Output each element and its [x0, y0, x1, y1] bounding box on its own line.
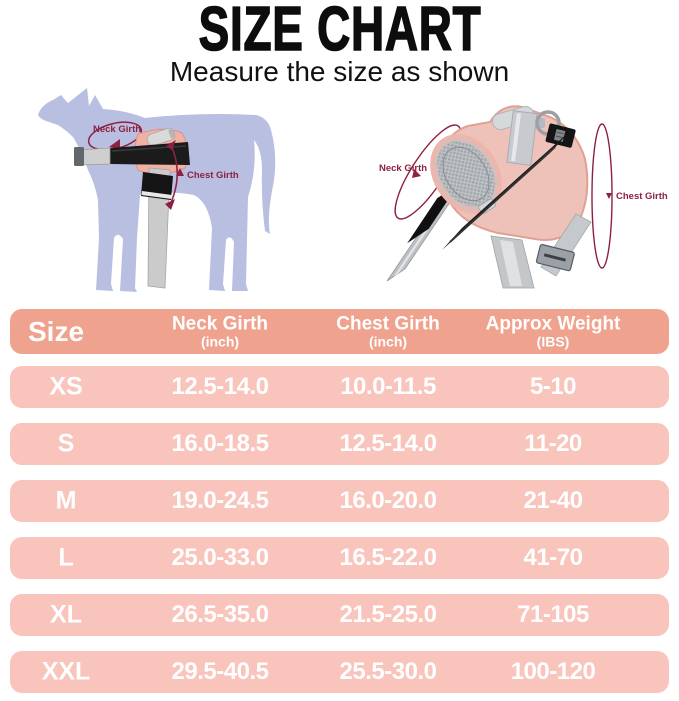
cell-neck-girth: 12.5-14.0 [171, 373, 269, 400]
cell-neck-girth: 16.0-18.5 [171, 430, 269, 457]
cell-size: XS [49, 372, 83, 401]
harness-product-photo [350, 90, 675, 305]
header-neck-girth [172, 314, 268, 349]
harness-neck-girth-label: Neck Girth [379, 163, 428, 174]
table-header-row [10, 309, 669, 354]
dog-measurement-illustration [20, 88, 320, 305]
table-row-m [10, 480, 669, 522]
cell-neck-girth: 25.0-33.0 [171, 544, 269, 571]
header-chest-girth-unit: (inch) [368, 333, 408, 349]
table-row-xxl [10, 651, 669, 693]
header-neck-girth-label: Neck Girth [171, 313, 269, 334]
dog-harness-buckle [74, 147, 84, 166]
table-row-s [10, 423, 669, 465]
cell-neck-girth: 26.5-35.0 [171, 601, 269, 628]
cell-size: XL [50, 600, 82, 629]
header-chest-girth-label: Chest Girth [336, 313, 440, 334]
cell-size: S [57, 429, 75, 458]
cell-approx-weight: 11-20 [524, 430, 582, 457]
cell-size: XXL [41, 657, 91, 686]
cell-approx-weight: 41-70 [523, 544, 583, 571]
table-row-l [10, 537, 669, 579]
cell-chest-girth: 12.5-14.0 [339, 430, 437, 457]
header-chest-girth [336, 314, 439, 349]
cell-neck-girth: 19.0-24.5 [171, 487, 269, 514]
cell-size: M [55, 486, 77, 515]
header-approx-weight [486, 314, 621, 349]
header-neck-girth-unit: (inch) [200, 333, 240, 349]
page-subtitle: Measure the size as shown [169, 56, 510, 87]
cell-approx-weight: 5-10 [529, 373, 577, 400]
page-title-text: SIZE CHART [198, 0, 481, 64]
cell-chest-girth: 10.0-11.5 [340, 373, 436, 400]
cell-chest-girth: 16.0-20.0 [339, 487, 437, 514]
cell-chest-girth: 25.5-30.0 [339, 658, 437, 685]
cell-chest-girth: 16.5-22.0 [339, 544, 437, 571]
header-size: Size [27, 315, 85, 347]
cell-approx-weight: 100-120 [510, 658, 596, 685]
cell-neck-girth: 29.5-40.5 [171, 658, 269, 685]
page-title [0, 0, 679, 64]
harness-chest-girth-label: Chest Girth [616, 191, 668, 202]
cell-approx-weight: 71-105 [517, 601, 589, 628]
cell-size: L [58, 543, 74, 572]
dog-neck-girth-label: Neck Girth [93, 124, 142, 135]
table-row-xs [10, 366, 669, 408]
table-row-xl [10, 594, 669, 636]
cell-approx-weight: 21-40 [523, 487, 583, 514]
cell-chest-girth: 21.5-25.0 [339, 601, 437, 628]
harness-chest-girth-arrowhead [606, 193, 612, 199]
header-approx-weight-unit: (IBS) [536, 333, 570, 349]
header-approx-weight-label: Approx Weight [485, 313, 621, 334]
dog-chest-girth-label: Chest Girth [187, 170, 239, 181]
